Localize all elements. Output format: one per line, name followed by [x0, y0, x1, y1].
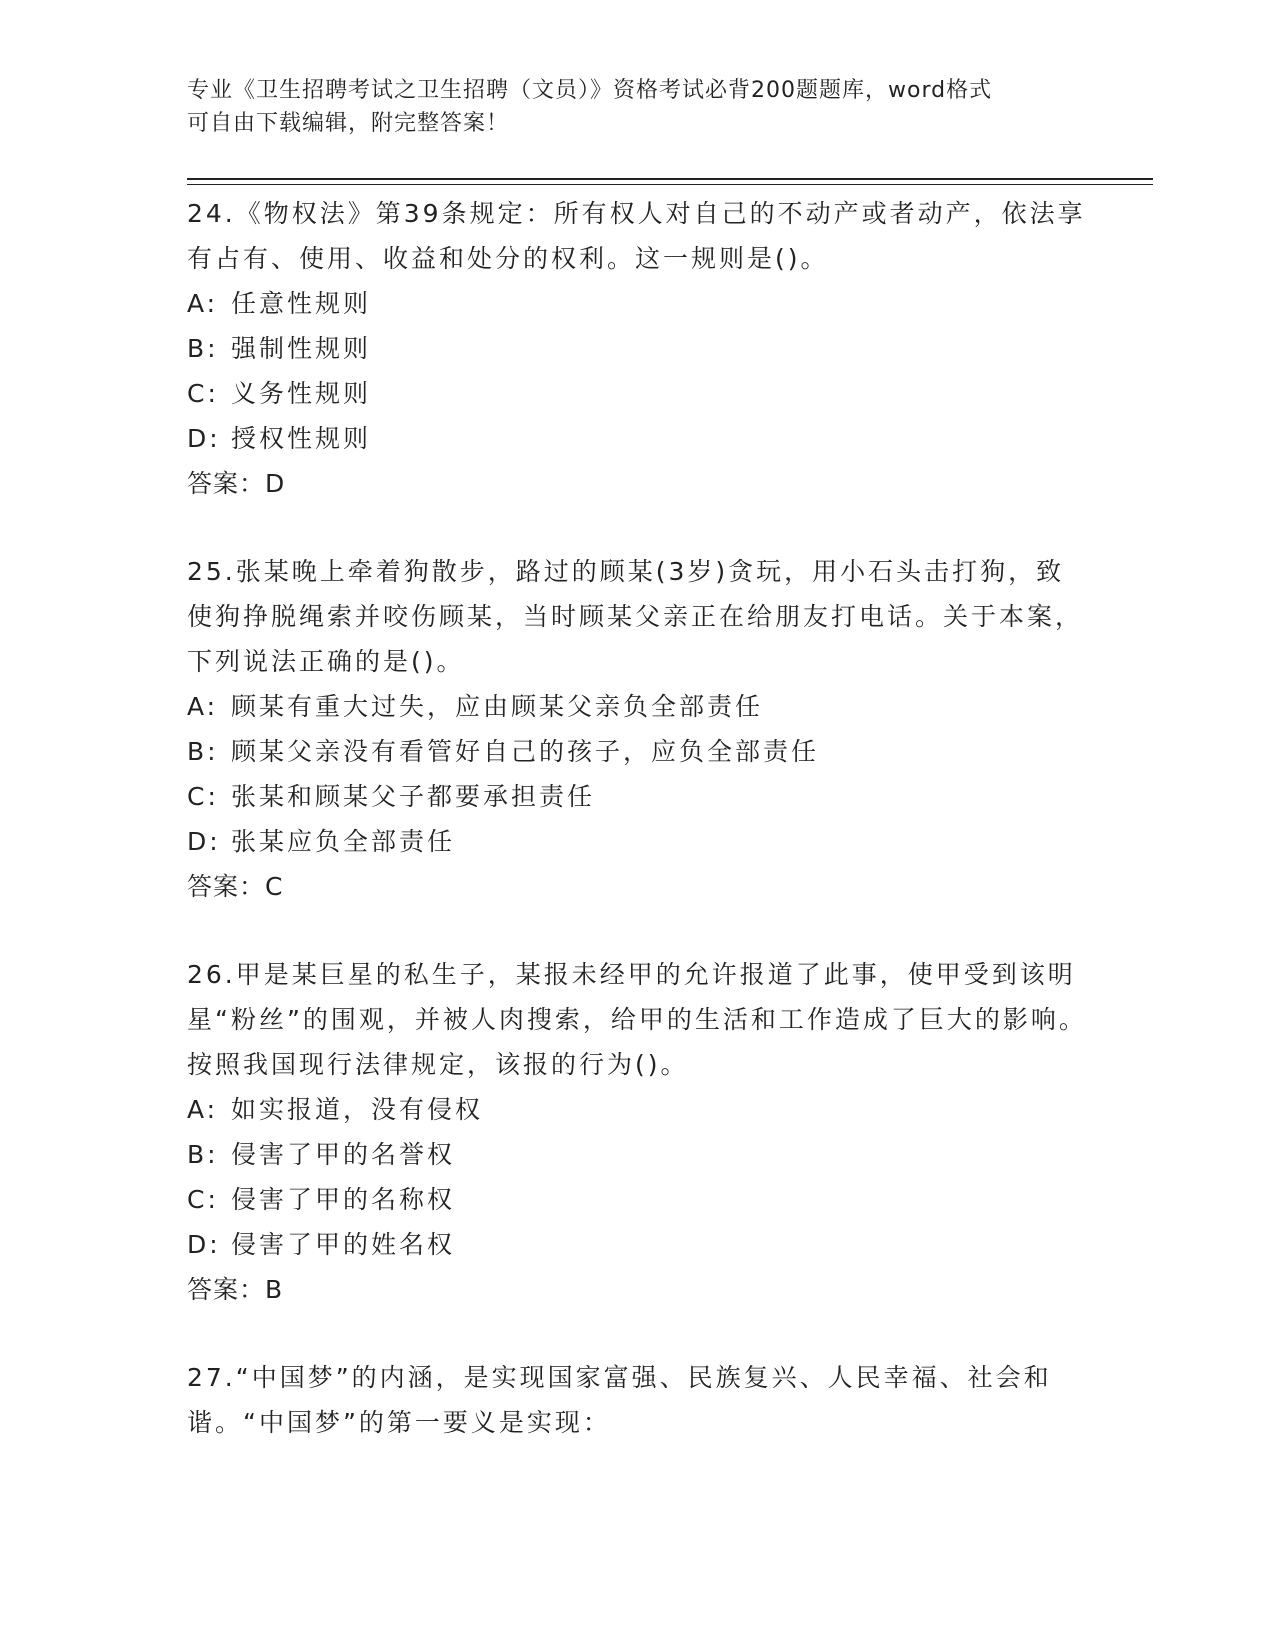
option-letter: B:: [187, 1140, 219, 1169]
option-c: [187, 774, 1087, 819]
question-text: 24.《物权法》第39条规定：所有权人对自己的不动产或者动产，依法享有占有、使用、收益和处分的权利。这一规则是()。: [187, 199, 1086, 273]
option-letter: D:: [187, 424, 221, 453]
option-letter: C:: [187, 1185, 219, 1214]
option-text: 张某和顾某父子都要承担责任: [231, 782, 596, 811]
option-letter: C:: [187, 782, 219, 811]
option-a: [187, 281, 1087, 326]
option-text: 侵害了甲的姓名权: [231, 1230, 456, 1259]
option-c: [187, 371, 1087, 416]
question-text: 27.“中国梦”的内涵，是实现国家富强、民族复兴、人民幸福、社会和谐。“中国梦”的第一要义是实现：: [187, 1363, 1052, 1437]
option-a: [187, 684, 1087, 729]
option-text: 任意性规则: [231, 289, 372, 318]
option-letter: D:: [187, 827, 221, 856]
option-text: 顾某有重大过失，应由顾某父亲负全部责任: [231, 692, 764, 721]
answer-line: 答案：D: [187, 469, 286, 498]
question-list: [187, 191, 1087, 1488]
option-letter: C:: [187, 379, 219, 408]
answer-line: 答案：B: [187, 1275, 284, 1304]
option-text: 顾某父亲没有看管好自己的孩子，应负全部责任: [231, 737, 820, 766]
question-25: [187, 549, 1087, 909]
option-letter: A:: [187, 289, 219, 318]
option-a: [187, 1087, 1087, 1132]
option-b: [187, 1132, 1087, 1177]
option-text: 张某应负全部责任: [231, 827, 456, 856]
option-letter: D:: [187, 1230, 221, 1259]
option-letter: A:: [187, 1095, 219, 1124]
option-d: [187, 416, 1087, 461]
document-header: [187, 74, 1067, 140]
option-text: 侵害了甲的名称权: [231, 1185, 456, 1214]
option-text: 侵害了甲的名誉权: [231, 1140, 456, 1169]
option-text: 授权性规则: [231, 424, 372, 453]
header-line-2: 可自由下载编辑，附完整答案！: [187, 111, 510, 136]
option-letter: A:: [187, 692, 219, 721]
question-text: 26.甲是某巨星的私生子，某报未经甲的允许报道了此事，使甲受到该明星“粉丝”的围观，并被人肉搜索，给甲的生活和工作造成了巨大的影响。按照我国现行法律规定，该报的行为()。: [187, 960, 1087, 1079]
question-24: [187, 191, 1087, 506]
option-text: 强制性规则: [231, 334, 372, 363]
question-27: [187, 1355, 1087, 1445]
option-text: 如实报道，没有侵权: [231, 1095, 484, 1124]
header-divider-thin: [187, 184, 1153, 185]
header-divider-thick: [187, 178, 1153, 180]
option-text: 义务性规则: [231, 379, 372, 408]
answer-line: 答案：C: [187, 872, 284, 901]
option-d: [187, 1222, 1087, 1267]
question-26: [187, 952, 1087, 1312]
option-b: [187, 729, 1087, 774]
header-line-1: 专业《卫生招聘考试之卫生招聘（文员）》资格考试必背200题题库，word格式: [187, 78, 993, 103]
option-b: [187, 326, 1087, 371]
option-letter: B:: [187, 334, 219, 363]
option-letter: B:: [187, 737, 219, 766]
option-d: [187, 819, 1087, 864]
option-c: [187, 1177, 1087, 1222]
question-text: 25.张某晚上牵着狗散步，路过的顾某(3岁)贪玩，用小石头击打狗，致使狗挣脱绳索并咬伤顾某，当时顾某父亲正在给朋友打电话。关于本案，下列说法正确的是()。: [187, 557, 1084, 676]
